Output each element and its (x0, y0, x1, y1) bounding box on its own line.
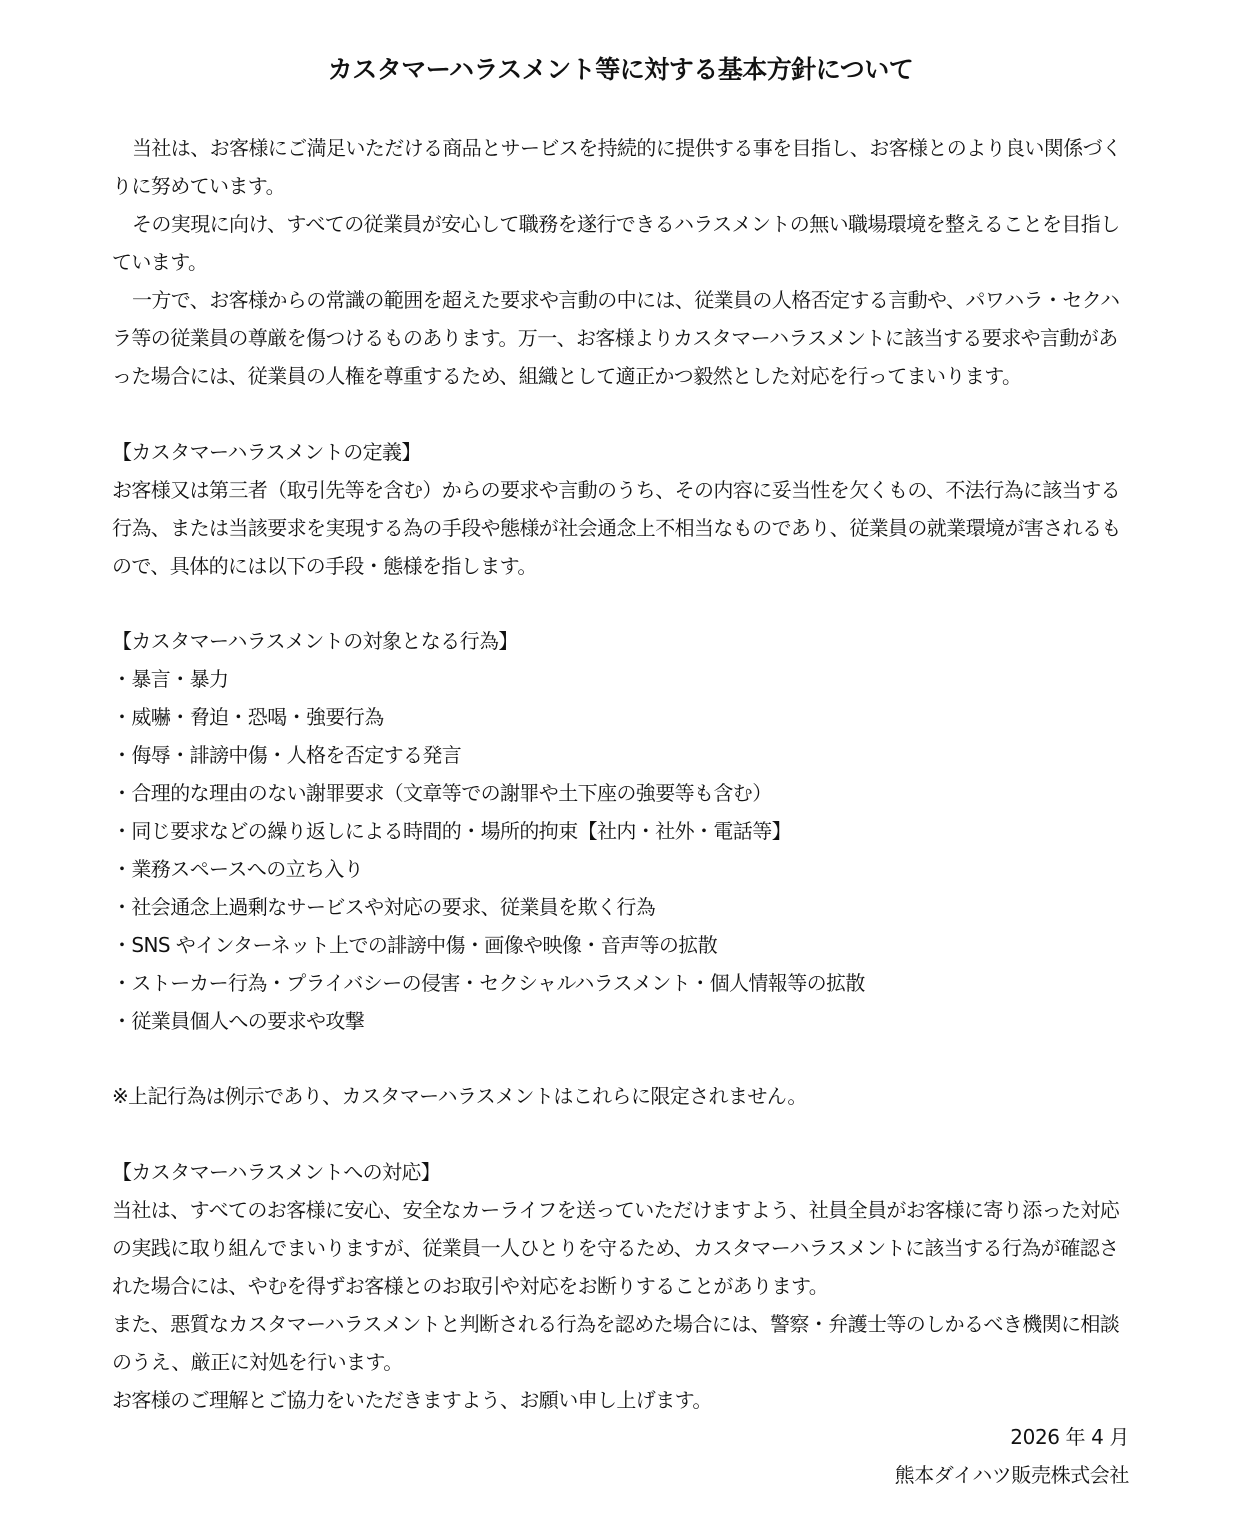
response-heading: 【カスタマーハラスメントへの対応】 (112, 1160, 441, 1184)
list-item: ・同じ要求などの繰り返しによる時間的・場所的拘束【社内・社外・電話等】 (112, 819, 791, 843)
list-item: ・SNS やインターネット上での誹謗中傷・画像や映像・音声等の拡散 (112, 933, 718, 957)
document-title: カスタマーハラスメント等に対する基本方針について (327, 55, 914, 84)
intro-section (112, 129, 1129, 395)
targets-note: ※上記行為は例示であり、カスタマーハラスメントはこれらに限定されません。 (112, 1084, 807, 1108)
targets-list (112, 660, 1129, 1040)
list-item: ・ストーカー行為・プライバシーの侵害・セクシャルハラスメント・個人情報等の拡散 (112, 971, 865, 995)
response-paragraph-3: お客様のご理解とご協力をいただきますよう、お願い申し上げます。 (112, 1388, 712, 1412)
response-paragraph-1: 当社は、すべてのお客様に安心、安全なカーライフを送っていただけますよう、社員全員がお客様に寄り添った対応の実践に取り組んでまいりますが、従業員一人ひとりを守るため、カスタマーハラスメントに該当する行為が確認された場合には、やむを得ずお客様とのお取引や対応をお断りすることがあります。 (112, 1198, 1120, 1298)
list-item: ・合理的な理由のない謝罪要求（文章等での謝罪や土下座の強要等も含む） (112, 781, 772, 805)
list-item: ・侮辱・誹謗中傷・人格を否定する発言 (112, 743, 462, 767)
company-name: 熊本ダイハツ販売株式会社 (894, 1463, 1129, 1487)
list-item: ・業務スペースへの立ち入り (112, 857, 364, 881)
targets-heading: 【カスタマーハラスメントの対象となる行為】 (112, 629, 518, 653)
response-section (112, 1153, 1129, 1419)
response-paragraph-2: また、悪質なカスタマーハラスメントと判断される行為を認めた場合には、警察・弁護士等のしかるべき機関に相談のうえ、厳正に対処を行います。 (112, 1312, 1120, 1374)
list-item: ・従業員個人への要求や攻撃 (112, 1009, 365, 1033)
list-item: ・威嚇・脅迫・恐喝・強要行為 (112, 705, 384, 729)
intro-paragraph-3: 一方で、お客様からの常識の範囲を超えた要求や言動の中には、従業員の人格否定する言動や、パワハラ・セクハラ等の従業員の尊厳を傷つけるものあります。万一、お客様よりカスタマーハラスメントに該当する要求や言動があった場合には、従業員の人権を尊重するため、組織として適正かつ毅然とした対応を行ってまいります。 (112, 288, 1120, 388)
intro-paragraph-1: 当社は、お客様にご満足いただける商品とサービスを持続的に提供する事を目指し、お客様とのより良い関係づくりに努めています。 (112, 136, 1122, 198)
list-item: ・暴言・暴力 (112, 667, 229, 691)
intro-paragraph-2: その実現に向け、すべての従業員が安心して職務を遂行できるハラスメントの無い職場環境を整えることを目指しています。 (112, 212, 1120, 274)
definition-text: お客様又は第三者（取引先等を含む）からの要求や言動のうち、その内容に妥当性を欠くもの、不法行為に該当する行為、または当該要求を実現する為の手段や態様が社会通念上不相当なものであり、従業員の就業環境が害されるもので、具体的には以下の手段・態様を指します。 (112, 478, 1121, 578)
list-item: ・社会通念上過剰なサービスや対応の要求、従業員を欺く行為 (112, 895, 656, 919)
targets-note-section (112, 1077, 1129, 1115)
targets-section (112, 622, 1129, 1040)
definition-heading: 【カスタマーハラスメントの定義】 (112, 440, 421, 464)
signature-block (895, 1418, 1129, 1494)
issue-date: 2026 年 4 月 (1010, 1425, 1129, 1449)
definition-section (112, 433, 1129, 585)
